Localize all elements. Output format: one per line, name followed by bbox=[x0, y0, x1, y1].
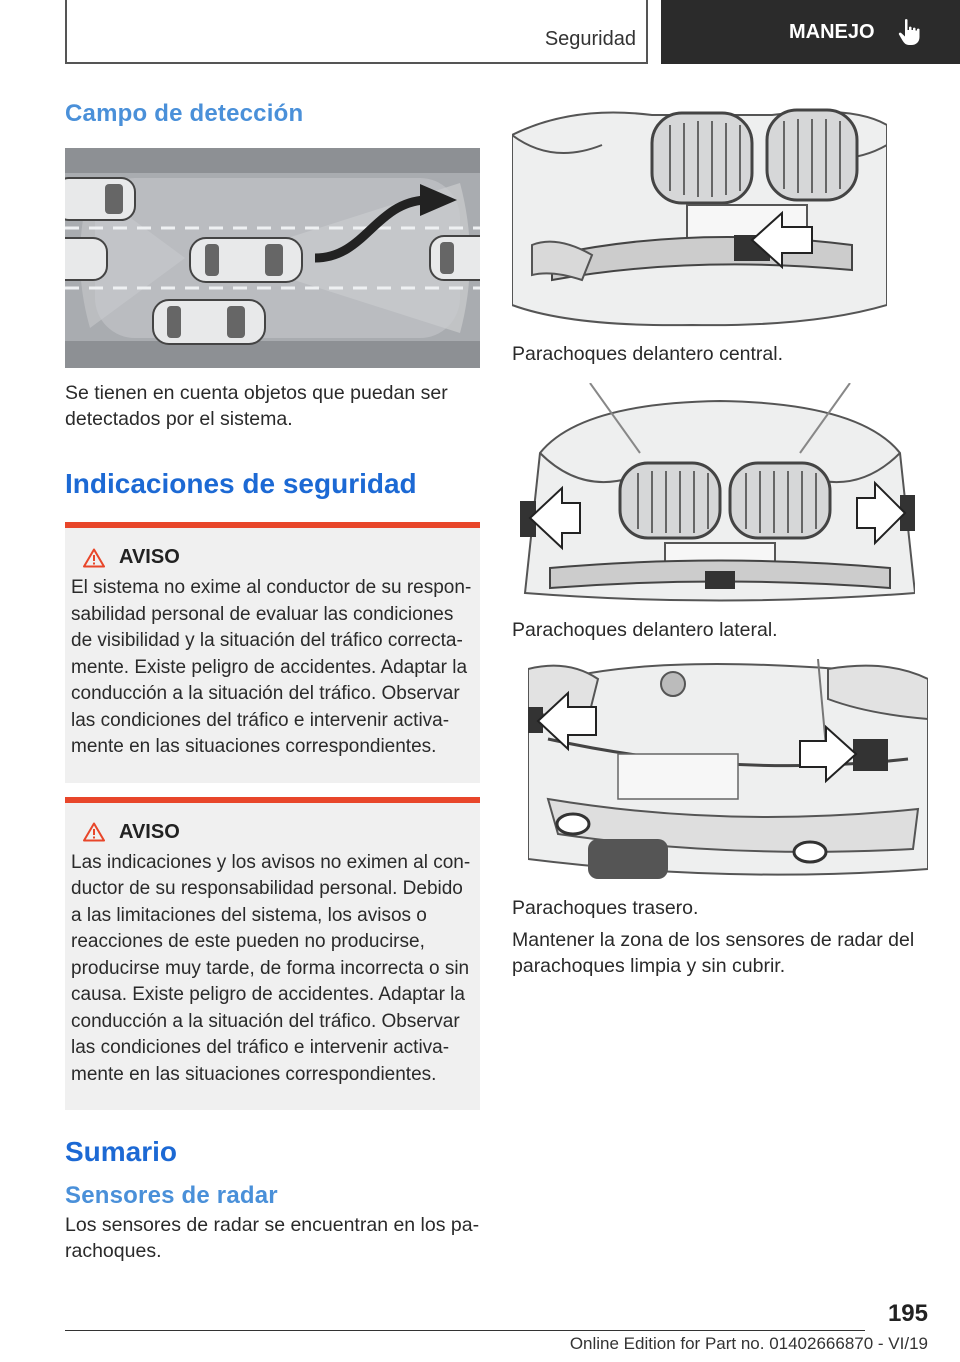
heading-sensores-radar: Sensores de radar bbox=[65, 1182, 278, 1209]
page-number: 195 bbox=[887, 1300, 928, 1327]
warning-2-title: AVISO bbox=[119, 820, 180, 843]
hand-pointer-icon bbox=[897, 18, 923, 46]
paragraph-campo: Se tienen en cuenta objetos que puedan ser detectados por el sistema. bbox=[65, 382, 448, 430]
heading-sumario: Sumario bbox=[65, 1136, 178, 1167]
heading-campo-deteccion: Campo de detección bbox=[65, 100, 304, 127]
detection-field-illustration bbox=[65, 148, 480, 368]
footer-edition: Online Edition for Part no. 01402666870 - VI/19 bbox=[569, 1334, 928, 1353]
warning-box-2 bbox=[65, 797, 480, 1111]
caption-rear: Parachoques trasero. bbox=[512, 897, 699, 919]
left-column bbox=[65, 100, 480, 1264]
header-section-title: Seguridad bbox=[544, 28, 636, 50]
caption-front-center: Parachoques delantero central. bbox=[512, 343, 784, 365]
header-chapter-label: MANEJO bbox=[789, 20, 875, 43]
front-center-bumper-illustration bbox=[512, 105, 887, 327]
paragraph-sensores: Los sensores de radar se encuentran en los parachoques. bbox=[65, 1214, 480, 1262]
warning-triangle-icon bbox=[83, 548, 105, 568]
header-divider bbox=[646, 0, 648, 64]
header-left-rule bbox=[65, 0, 67, 64]
paragraph-keep-clean: Mantener la zona de los sensores de radar del parachoques limpia y sin cubrir. bbox=[512, 929, 915, 977]
rear-bumper-illustration bbox=[528, 659, 928, 881]
warning-box-1 bbox=[65, 522, 480, 783]
warning-1-text: El sistema no exime al conductor de su responsabilidad personal de evaluar las condiciones de visibilidad y la situación del tráfico correctamente. Existe peligro de accidentes. Adaptar la conducción a la situación del tráfico. Observar las condiciones del tráfico e intervenir activamente en las situaciones correspondientes. bbox=[71, 577, 472, 757]
header-chapter-tab[interactable] bbox=[661, 0, 960, 64]
warning-2-text: Las indicaciones y los avisos no eximen al conductor de su responsabilidad personal. Debido a las limitaciones del sistema, los avisos o reacciones de este pueden no producirse, producirse muy tarde, de forma incorrecta o sin causa. Existe peligro de accidentes. Adaptar la conducción a la situación del tráfico. Observar las condiciones del tráfico e intervenir activamente en las situaciones correspondientes. bbox=[71, 851, 471, 1085]
heading-indicaciones-seguridad: Indicaciones de seguridad bbox=[65, 468, 417, 499]
right-column bbox=[512, 100, 928, 979]
warning-triangle-icon bbox=[83, 822, 105, 842]
warning-1-title: AVISO bbox=[119, 546, 180, 568]
footer-rule bbox=[65, 1330, 865, 1331]
front-side-bumper-illustration bbox=[520, 383, 915, 605]
header-bottom-rule bbox=[65, 62, 648, 64]
caption-front-side: Parachoques delantero lateral. bbox=[512, 619, 778, 641]
